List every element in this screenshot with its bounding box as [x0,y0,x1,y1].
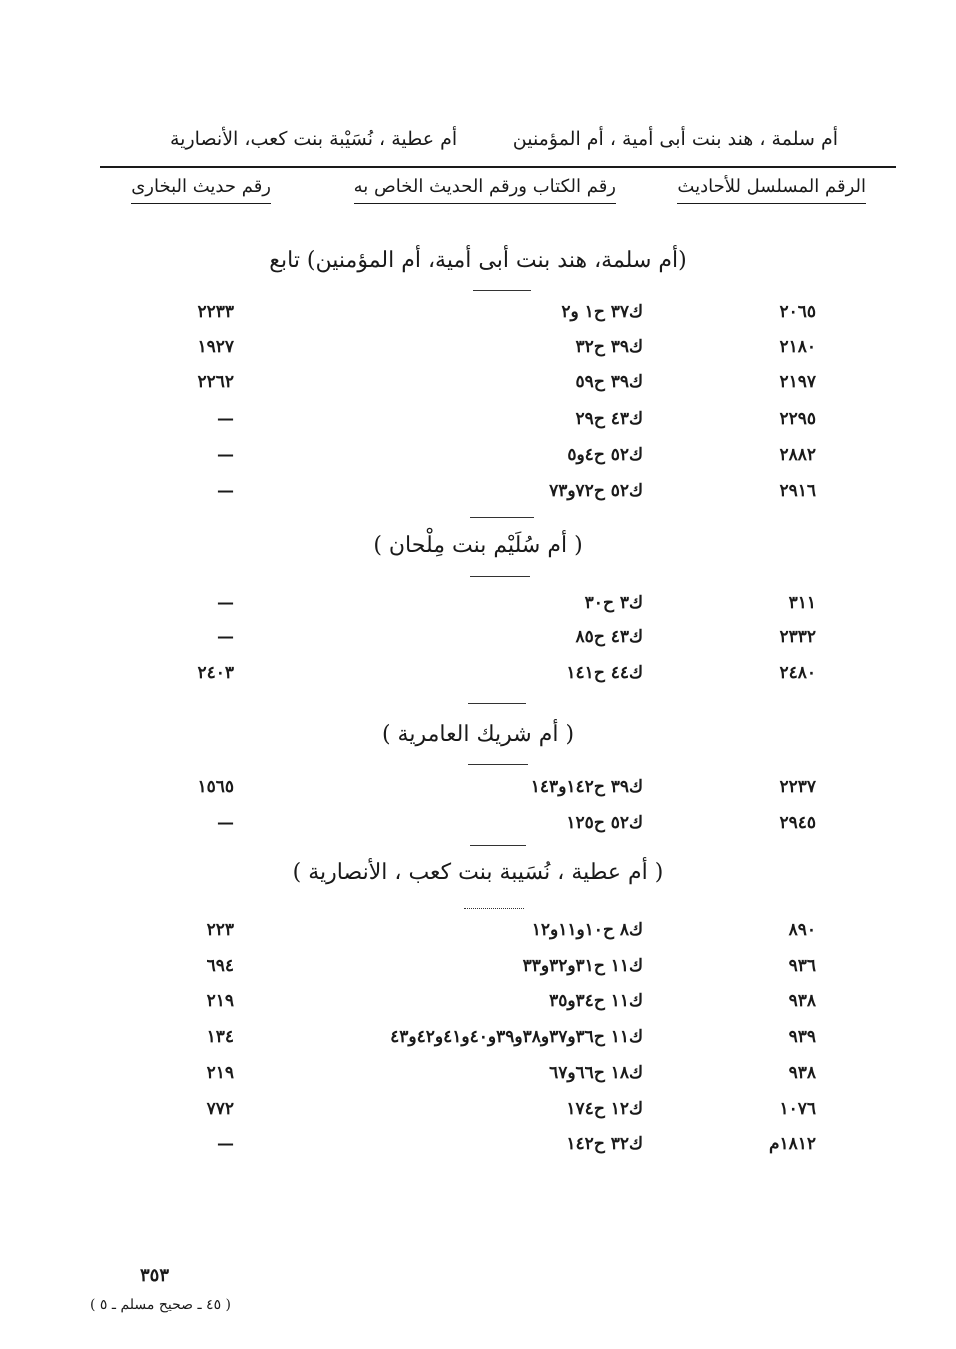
section-divider [470,517,534,518]
bukhari-number: — [217,813,234,833]
serial-number: ٢١٨٠ [779,337,816,357]
bukhari-number: — [217,1134,234,1154]
column-header-serial: الرقم المسلسل للأحاديث [677,176,866,204]
section-title: ( أم شريك العامرية ) [381,722,575,747]
bukhari-number: — [217,593,234,613]
bukhari-number: ١٩٢٧ [197,337,234,357]
bukhari-number: ١٣٤ [206,1027,234,1047]
bukhari-number: — [217,445,234,465]
table-row [0,627,956,657]
serial-number: ١٠٧٦ [779,1099,816,1119]
bukhari-number: ٦٩٤ [206,956,234,976]
serial-number: ٢٩١٦ [779,481,816,501]
column-header-book-hadith: رقم الكتاب ورقم الحديث الخاص به [354,176,616,204]
title-underline [464,908,524,909]
book-hadith-ref: ك٣٢ ح١٤٢ [566,1134,643,1154]
book-hadith-ref: ك١١ ح٣١و٣٢و٣٣ [522,956,643,976]
title-underline [473,290,531,291]
serial-number: ٣١١ [788,593,816,613]
book-hadith-ref: ك١١ ح٣٤و٣٥ [549,991,643,1011]
book-hadith-ref: ك٥٢ ح٤و٥ [567,445,643,465]
serial-number: ٢٢٩٥ [779,409,816,429]
book-hadith-ref: ك١٨ ح٦٦و٦٧ [549,1063,643,1083]
table-row [0,302,956,332]
book-hadith-ref: ك٤٤ ح١٤١ [566,663,643,683]
table-row [0,1063,956,1093]
bukhari-number: ٢١٩ [206,1063,234,1083]
book-hadith-ref: ك٣٧ ح١ و٢ [561,302,643,322]
section-title: (أم سلمة، هند بنت أبى أمية، أم المؤمنين) تابع [269,248,687,273]
bukhari-number: ٢١٩ [206,991,234,1011]
serial-number: ٢١٩٧ [779,372,816,392]
serial-number: ١٨١٢م [768,1134,816,1154]
table-row [0,1027,956,1057]
table-row [0,409,956,439]
section-title: ( أم سُلَيْم بنت مِلْحان ) [373,533,583,558]
bukhari-number: ٢٢٣ [206,920,234,940]
bukhari-number: ١٥٦٥ [197,777,234,797]
serial-number: ٩٣٨ [788,991,816,1011]
table-row [0,337,956,367]
table-row [0,481,956,511]
serial-number: ٨٩٠ [788,920,816,940]
book-hadith-ref: ك٣٩ ح١٤٢و١٤٣ [530,777,643,797]
table-row [0,813,956,843]
book-hadith-ref: ك٣ ح٣٠ [584,593,643,613]
serial-number: ٩٣٨ [788,1063,816,1083]
bukhari-number: ٢٢٣٣ [197,302,234,322]
serial-number: ٢٩٤٥ [779,813,816,833]
table-row [0,445,956,475]
serial-number: ٢٤٨٠ [779,663,816,683]
book-hadith-ref: ك٨ ح١٠و١١و١٢ [531,920,643,940]
section-divider [468,703,526,704]
table-row [0,663,956,693]
table-row [0,1099,956,1129]
serial-number: ٢٢٣٧ [779,777,816,797]
title-underline [470,576,530,577]
page-number: ٣٥٣ [140,1265,170,1286]
bukhari-number: ٧٧٢ [206,1099,234,1119]
serial-number: ٢٨٨٢ [779,445,816,465]
book-hadith-ref: ك٣٩ ح٣٢ [575,337,643,357]
running-header [100,128,896,162]
book-hadith-ref: ك٤٣ ح٨٥ [575,627,643,647]
column-header-bukhari: رقم حديث البخارى [131,176,271,204]
table-row [0,920,956,950]
book-hadith-ref: ك٣٩ ح٥٩ [575,372,643,392]
section-divider [470,845,526,846]
bukhari-number: ٢٢٦٢ [197,372,234,392]
book-hadith-ref: ك٤٣ ح٢٩ [575,409,643,429]
book-hadith-ref: ك١١ ح٣٦و٣٧و٣٨و٣٩و٤٠و٤١و٤٢و٤٣ [390,1027,643,1047]
header-rule [100,166,896,168]
running-header-left: أم عطية ، نُسَيْبة بنت كعب، الأنصارية [170,128,458,150]
book-hadith-ref: ك٥٢ ح٧٢و٧٣ [549,481,643,501]
printer-signature: ( ٤٥ ـ صحيح مسلم ـ ٥ ) [90,1297,232,1313]
title-underline [468,764,528,765]
table-row [0,991,956,1021]
table-row [0,777,956,807]
bukhari-number: — [217,481,234,501]
running-header-right: أم سلمة ، هند بنت أبى أمية ، أم المؤمنين [512,128,838,150]
table-row [0,593,956,623]
serial-number: ٩٣٩ [788,1027,816,1047]
bukhari-number: — [217,627,234,647]
bukhari-number: ٢٤٠٣ [197,663,234,683]
table-row [0,956,956,986]
book-hadith-ref: ك٥٢ ح١٢٥ [566,813,643,833]
book-hadith-ref: ك١٢ ح١٧٤ [566,1099,643,1119]
serial-number: ٩٣٦ [788,956,816,976]
section-title: ( أم عطية ، نُسَيبة بنت كعب ، الأنصارية ) [292,860,664,885]
serial-number: ٢٠٦٥ [779,302,816,322]
bukhari-number: — [217,409,234,429]
table-row [0,372,956,402]
table-row [0,1134,956,1164]
serial-number: ٢٣٣٢ [779,627,816,647]
